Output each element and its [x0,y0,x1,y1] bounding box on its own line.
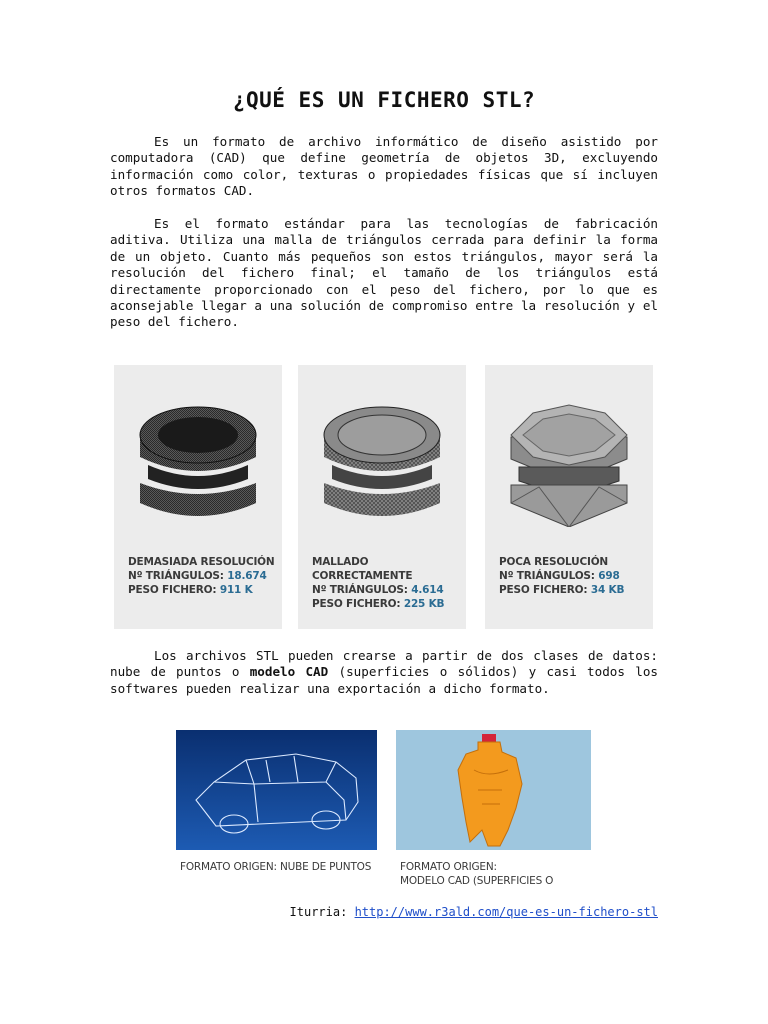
dense-mesh-image [132,387,264,527]
panel-correct-mesh [298,365,466,629]
triangle-count: 18.674 [227,570,267,582]
file-weight: 225 KB [403,598,445,610]
paragraph-definition: Es un formato de archivo informático de diseño asistido por computadora (CAD) que define geometría de objetos 3D, excluyendo información como color, texturas o propiedades físicas que sí incluyen otros formatos CAD. [110,134,658,199]
triangle-count: 698 [598,570,620,582]
caption-correct-mesh: MALLADO CORRECTAMENTE Nº TRIÁNGULOS: 4.614 PESO FICHERO: 225 KB [312,555,462,611]
caption-point-cloud: FORMATO ORIGEN: NUBE DE PUNTOS [180,861,372,873]
paragraph-sources: Los archivos STL pueden crearse a partir de dos clases de datos: nube de puntos o modelo CAD (superficies o sólidos) y casi todos los softwares pueden realizar una exportación a dicho formato. [110,648,658,696]
page-title: ¿QUÉ ES UN FICHERO STL? [232,88,536,112]
point-cloud-car-image [176,730,377,850]
panel-high-resolution [114,365,282,629]
bold-cad-model: modelo CAD [249,664,329,680]
coarse-mesh-image [503,387,635,527]
file-weight: 911 K [219,584,253,596]
source-link[interactable]: http://www.r3ald.com/que-es-un-fichero-stl [354,905,658,919]
panel-heading: DEMASIADA RESOLUCIÓN [128,556,275,568]
source-label: Iturria: [289,905,348,919]
paragraph-additive-manufacturing: Es el formato estándar para las tecnologías de fabricación aditiva. Utiliza una malla de triángulos cerrada para definir la forma de un objeto. Cuanto más pequeños son estos triángulos, mayor será la resolución del fichero final; el tamaño de los triángulos está directamente proporcionado con el peso del fichero, por lo que es aconsejable llegar a una solución de compromiso entre la resolución y el peso del fichero. [110,216,658,330]
panel-heading: POCA RESOLUCIÓN [499,556,609,568]
panel-low-resolution [485,365,653,629]
panel-heading: MALLADO CORRECTAMENTE [312,556,413,582]
torso-model [396,730,591,850]
caption-cad-model: FORMATO ORIGEN: MODELO CAD (SUPERFICIES O [400,861,554,887]
triangle-count: 4.614 [411,584,444,596]
cad-torso-image [396,730,591,850]
car-wireframe [176,730,377,850]
file-weight: 34 KB [590,584,625,596]
caption-low-resolution: POCA RESOLUCIÓN Nº TRIÁNGULOS: 698 PESO FICHERO: 34 KB [499,555,649,597]
medium-mesh-image [316,387,448,527]
source-citation [290,905,658,919]
caption-high-resolution: DEMASIADA RESOLUCIÓN Nº TRIÁNGULOS: 18.674 PESO FICHERO: 911 K [128,555,278,597]
